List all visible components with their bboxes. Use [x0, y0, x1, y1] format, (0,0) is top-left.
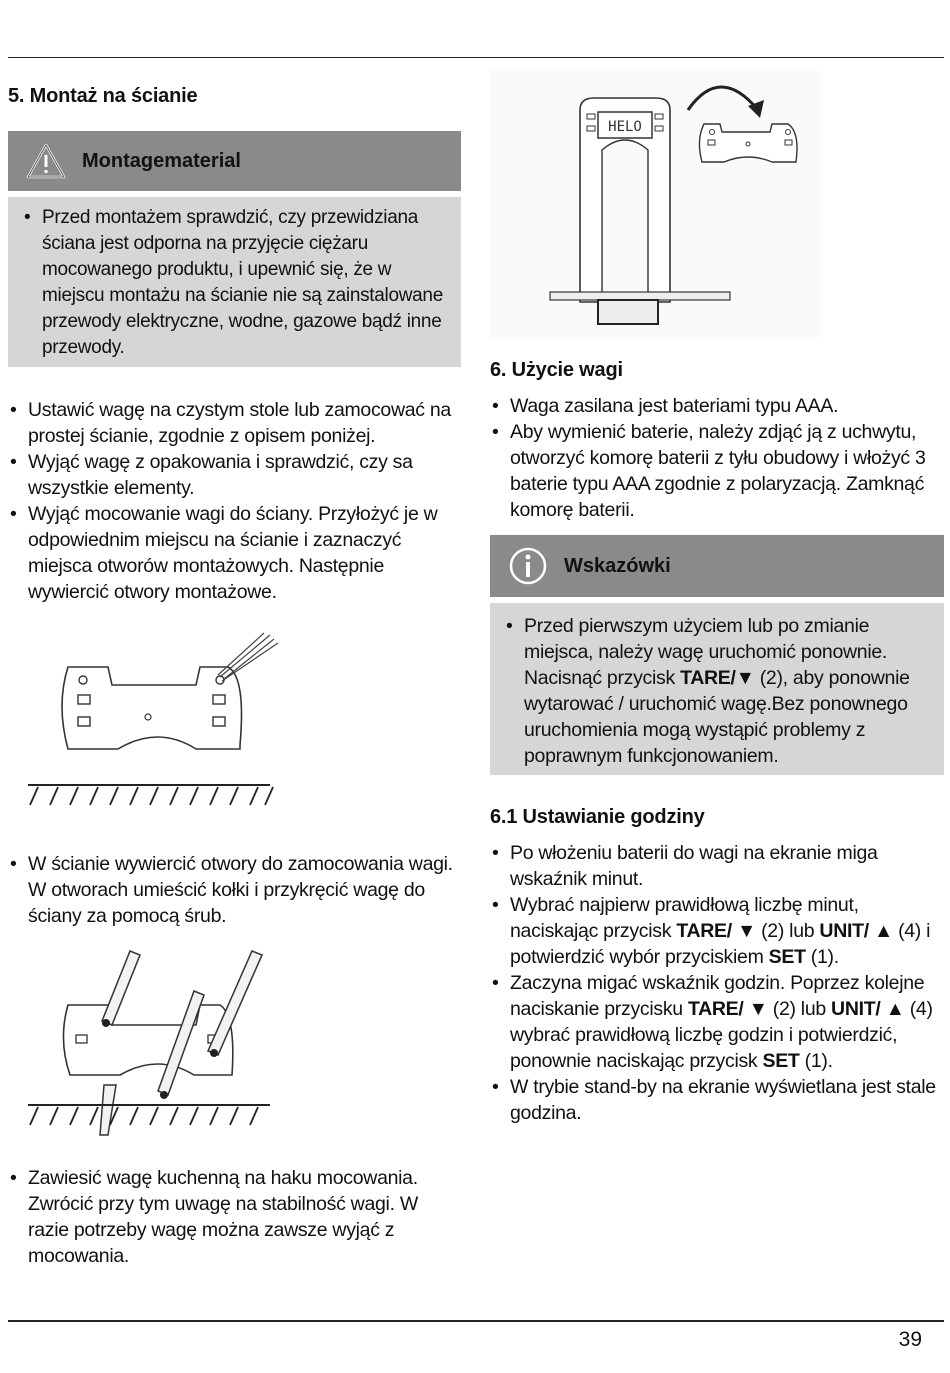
display-text: HELO — [608, 119, 642, 135]
warning-box — [8, 131, 461, 367]
step-item: • Ustawić wagę na czystym stole lub zamocować na prostej ścianie, zgodnie z opisem poniżej. — [8, 397, 461, 449]
clock-step-item: • Po włożeniu baterii do wagi na ekranie miga wskaźnik minut. — [490, 840, 944, 892]
clock-step-item: • Wybrać najpierw prawidłową liczbę minut, naciskając przycisk TARE/ ▼ (2) lub UNIT/ ▲ (4) i potwierdzić wybór przyciskiem SET (1). — [490, 892, 944, 970]
step-item: • Wyjąć wagę z opakowania i sprawdzić, czy sa wszystkie elementy. — [8, 449, 461, 501]
top-rule — [8, 57, 944, 58]
step-item: • Wyjąć mocowanie wagi do ściany. Przyłożyć je w odpowiednim miejscu na ścianie i zaznaczyć miejsca otworów montażowych. Następnie wywiercić otwory montażowe. — [8, 501, 461, 605]
step-item: • W ścianie wywiercić otwory do zamocowania wagi. W otworach umieścić kołki i przykręcić wagę do ściany za pomocą śrub. — [8, 851, 461, 929]
clock-step-item: • W trybie stand-by na ekranie wyświetlana jest stale godzina. — [490, 1074, 944, 1126]
note-box-header — [490, 535, 944, 597]
bracket-marking-illustration — [8, 625, 288, 825]
usage-item: • Aby wymienić baterie, należy zdjąć ją z uchwytu, otworzyć komorę baterii z tyłu obudowy i włożyć 3 baterie typu AAA zgodnie z polaryzacją. Zamknąć komorę baterii. — [490, 419, 944, 523]
note-box-title: Wskazówki — [564, 554, 671, 577]
section-6-title: 6. Użycie wagi — [490, 359, 623, 381]
steps-list-b — [8, 851, 461, 929]
section-6-1-title: 6.1 Ustawianie godziny — [490, 806, 705, 828]
section-5-title: 5. Montaż na ścianie — [8, 85, 198, 107]
warning-box-title: Montagematerial — [82, 149, 241, 172]
step-item: • Zawiesić wagę kuchenną na haku mocowania. Zwrócić przy tym uwagę na stabilność wagi. W razie potrzeby wagę można zawsze wyjąć z mocowania. — [8, 1165, 461, 1269]
page-number: 39 — [898, 1328, 922, 1351]
warning-triangle-icon — [24, 139, 68, 183]
steps-list-c — [8, 1165, 461, 1269]
right-column — [490, 70, 944, 1126]
screw-mounting-illustration — [8, 935, 288, 1145]
note-item: • Przed pierwszym użyciem lub po zmianie miejsca, należy wagę uruchomić ponownie. Nacisnąć przycisk TARE/▼ (2), aby ponownie wytarować / uruchomić wagę.Bez ponownego uruchomienia mogą wystąpić problemy z poprawnym funkcjonowaniem. — [504, 613, 930, 769]
note-box-body — [490, 603, 944, 775]
warning-box-body — [8, 197, 461, 367]
clock-step-item: • Zaczyna migać wskaźnik godzin. Poprzez kolejne naciskanie przycisku TARE/ ▼ (2) lub UNIT/ ▲ (4) wybrać prawidłową liczbę godzin i potwierdzić, ponownie naciskając przycisk SET (1). — [490, 970, 944, 1074]
warning-item: • Przed montażem sprawdzić, czy przewidziana ściana jest odporna na przyjęcie ciężaru mocowanego produktu, i upewnić się, że w miejscu montażu na ścianie nie są zainstalowane przewody elektryczne, wodne, gazowe bądź inne przewody. — [22, 205, 447, 361]
usage-item: • Waga zasilana jest bateriami typu AAA. — [490, 393, 944, 419]
scale-hanging-illustration — [490, 70, 820, 338]
info-circle-icon — [506, 544, 550, 588]
steps-list-a — [8, 397, 461, 605]
warning-box-header — [8, 131, 461, 191]
section-6-1-list — [490, 840, 944, 1126]
section-6-list — [490, 393, 944, 523]
note-box — [490, 535, 944, 775]
bottom-rule — [8, 1320, 944, 1322]
left-column — [8, 84, 461, 1269]
